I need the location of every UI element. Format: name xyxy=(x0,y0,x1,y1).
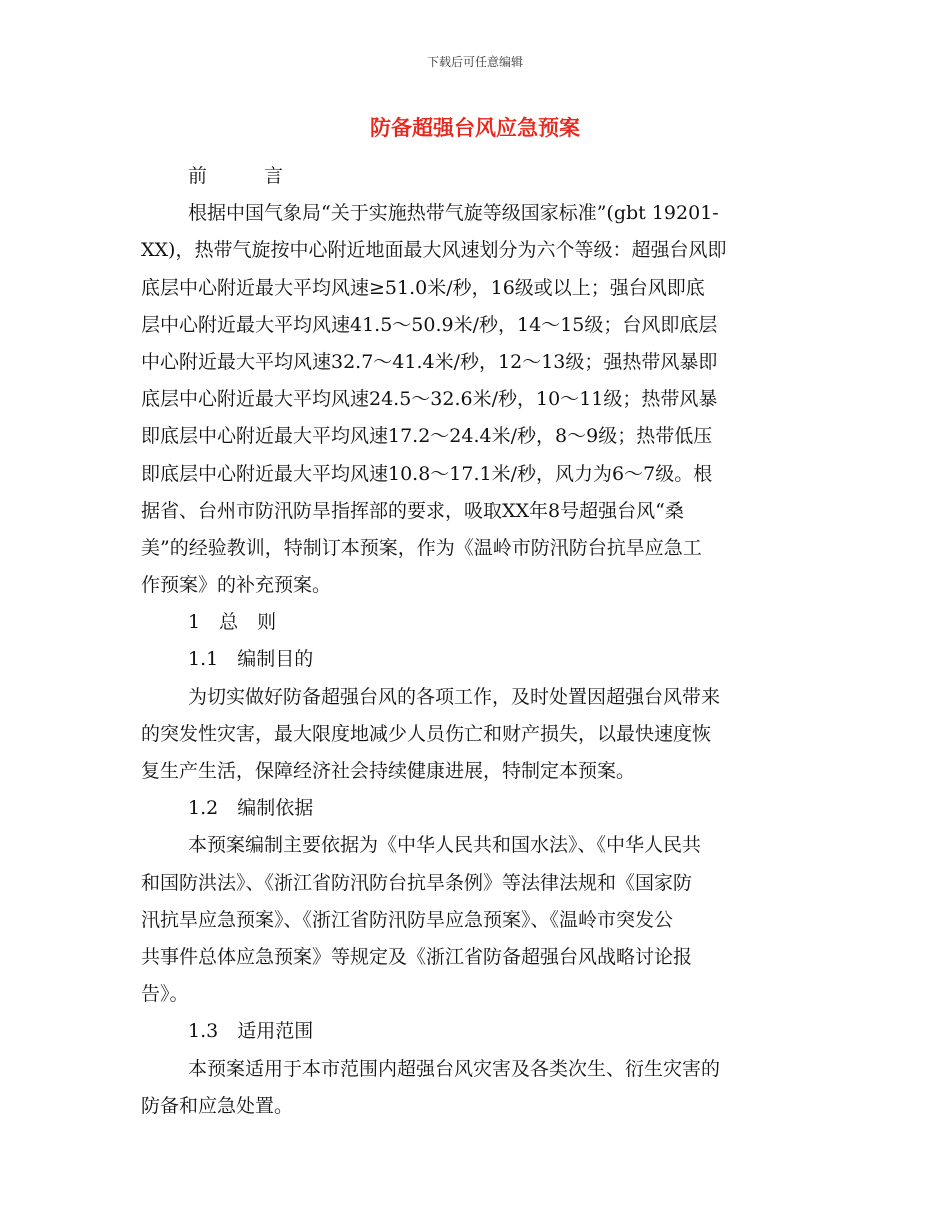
text-line: 作预案》的补充预案。 xyxy=(141,574,332,597)
text-line: 1 总 则 xyxy=(188,611,277,634)
text-line: 和国防洪法》、《浙江省防汛防台抗旱条例》等法律法规和《国家防 xyxy=(141,871,693,894)
text-line: 告》。 xyxy=(141,983,189,1006)
document-title: 防备超强台风应急预案 xyxy=(370,116,580,140)
text-line: 即底层中心附近最大平均风速10.8～17.1米/秒，风力为6～7级。根 xyxy=(141,462,713,485)
text-line: 前 言 xyxy=(188,165,284,187)
page-header-note: 下载后可任意编辑 xyxy=(426,55,523,69)
text-line: 为切实做好防备超强台风的各项工作，及时处置因超强台风带来 xyxy=(188,685,721,708)
text-line: 1.2 编制依据 xyxy=(188,797,314,820)
text-line: 美”的经验教训，特制订本预案，作为《温岭市防汛防台抗旱应急工 xyxy=(141,536,702,559)
text-line: 中心附近最大平均风速32.7～41.4米/秒，12～13级；强热带风暴即 xyxy=(141,350,718,373)
text-line: 本预案适用于本市范围内超强台风灾害及各类次生、衍生灾害的 xyxy=(188,1057,721,1080)
text-line: 共事件总体应急预案》等规定及《浙江省防备超强台风战略讨论报 xyxy=(141,945,693,968)
document-body xyxy=(141,158,811,1125)
text-line: 汛抗旱应急预案》、《浙江省防汛防旱应急预案》、《温岭市突发公 xyxy=(141,908,674,931)
text-line: 据省、台州市防汛防旱指挥部的要求，吸取XX年8号超强台风“桑 xyxy=(141,499,684,522)
text-line: XX)，热带气旋按中心附近地面最大风速划分为六个等级：超强台风即 xyxy=(141,239,727,262)
text-line: 即底层中心附近最大平均风速17.2～24.4米/秒，8～9级；热带低压 xyxy=(141,425,713,448)
text-line: 1.3 适用范围 xyxy=(188,1020,314,1043)
text-line: 层中心附近最大平均风速41.5～50.9米/秒，14～15级；台风即底层 xyxy=(141,313,718,336)
text-line: 根据中国气象局“关于实施热带气旋等级国家标准”(gbt 19201- xyxy=(188,202,719,225)
text-line: 的突发性灾害，最大限度地减少人员伤亡和财产损失，以最快速度恢 xyxy=(141,722,712,745)
text-line: 复生产生活，保障经济社会持续健康进展，特制定本预案。 xyxy=(141,760,636,782)
text-line: 底层中心附近最大平均风速≥51.0米/秒，16级或以上；强台风即底 xyxy=(141,276,705,299)
text-line: 底层中心附近最大平均风速24.5～32.6米/秒，10～11级；热带风暴 xyxy=(141,388,718,411)
text-line: 防备和应急处置。 xyxy=(141,1094,294,1117)
text-line: 本预案编制主要依据为《中华人民共和国水法》、《中华人民共 xyxy=(188,834,702,857)
text-line: 1.1 编制目的 xyxy=(188,648,314,671)
